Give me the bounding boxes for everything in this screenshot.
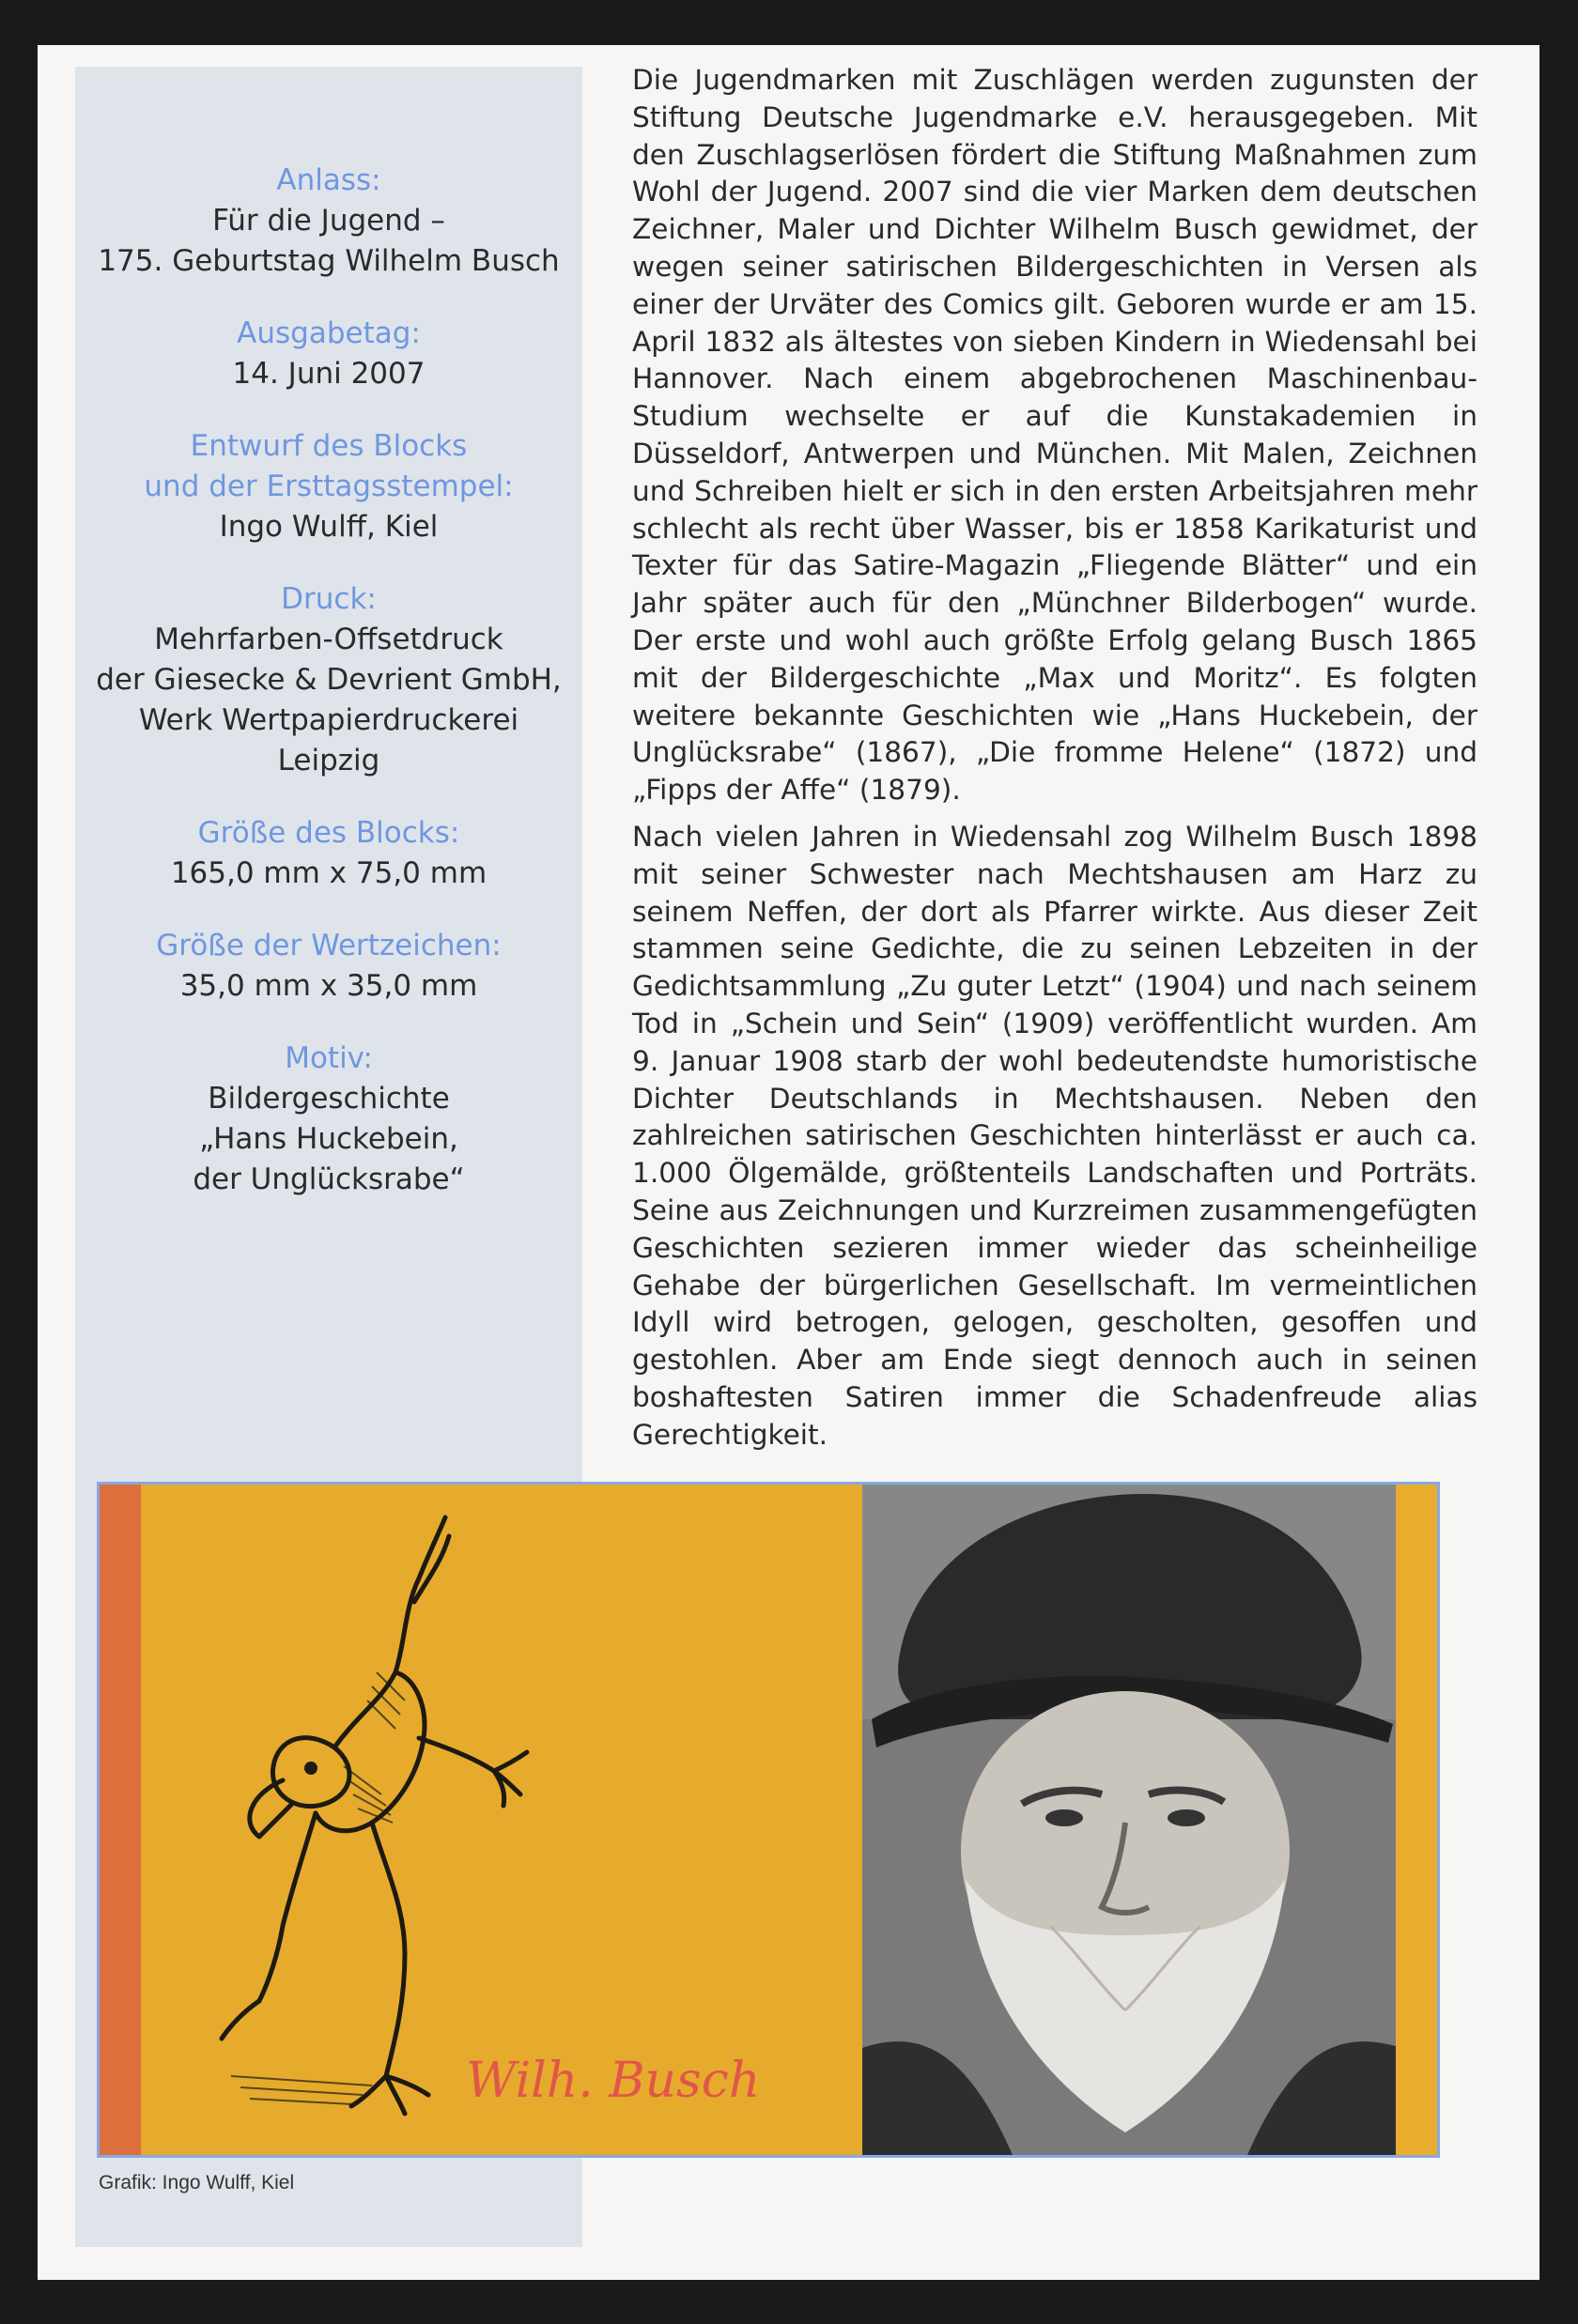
info-value: 35,0 mm x 35,0 mm (179, 969, 478, 1003)
info-value: 165,0 mm x 75,0 mm (170, 856, 487, 890)
color-strip (1396, 1485, 1437, 2155)
info-value: 14. Juni 2007 (232, 357, 425, 391)
info-design (75, 426, 582, 547)
info-stamp-size (75, 926, 582, 1007)
info-label: Größe der Wertzeichen: (156, 929, 502, 962)
color-strip (100, 1485, 141, 2155)
info-label: Druck: (281, 582, 377, 616)
info-label: Größe des Blocks: (197, 816, 460, 850)
portrait-svg (862, 1485, 1401, 2155)
info-label: Entwurf des Blocks und der Ersttagsstempel: (144, 429, 514, 503)
stamp-sheet (97, 1482, 1440, 2158)
signature-text: Wilh. Busch (466, 2053, 761, 2109)
paragraph: Nach vielen Jahren in Wiedensahl zog Wilhelm Busch 1898 mit seiner Schwester nach Mechtshausen am Harz zu seinem Neffen, der dort als Pfarrer wirkte. Aus dieser Zeit stammen seine Gedichte, die zu seinen Lebzeiten in der Gedichtsammlung „Zu guter Letzt“ (1904) und nach seinem Tod in „Schein und Sein“ (1909) veröffentlicht wurden. Am 9. Januar 1908 starb der wohl bedeutendste humoristische Dichter Deutschlands in Mechtshausen. Neben den zahlreichen satirischen Geschichten hinterlässt er auch ca. 1.000 Ölgemälde, größtenteils Landschaften und Porträts. Seine aus Zeichnungen und Kurzreimen zusammengefügten Geschichten sezieren immer wieder das scheinheilige Gehabe der bürgerlichen Gesellschaft. Im vermeintlichen Idyll wird betrogen, gelogen, gescholten, gesoffen und gestohlen. Aber am Ende siegt dennoch auch in seinen boshaftesten Satiren immer die Schadenfreude alias Gerechtigkeit. (632, 820, 1477, 1451)
info-label: Ausgabetag: (237, 316, 421, 350)
info-issue-date (75, 314, 582, 394)
portrait-photo-icon (862, 1485, 1401, 2155)
graphic-credit: Grafik: Ingo Wulff, Kiel (99, 2172, 295, 2193)
info-value: Bildergeschichte „Hans Huckebein, der Unglücksrabe“ (193, 1082, 465, 1196)
info-label: Anlass: (276, 163, 381, 197)
info-value: Ingo Wulff, Kiel (219, 510, 439, 544)
info-block-size (75, 813, 582, 894)
info-value: Für die Jugend – 175. Geburtstag Wilhelm Busch (98, 204, 560, 278)
document-page (38, 45, 1539, 2280)
body-text (632, 62, 1477, 1463)
info-motif (75, 1039, 582, 1200)
info-print (75, 579, 582, 781)
info-list (75, 161, 582, 1232)
signature-icon (456, 2039, 832, 2123)
info-value: Mehrfarben-Offsetdruck der Giesecke & Devrient GmbH, Werk Wertpapierdruckerei Leipzig (96, 623, 562, 777)
info-label: Motiv: (285, 1041, 373, 1075)
info-occasion (75, 161, 582, 282)
paragraph: Die Jugendmarken mit Zuschlägen werden zugunsten der Stiftung Deutsche Jugendmarke e.V. herausgegeben. Mit den Zuschlagserlösen fördert die Stiftung Maßnahmen zum Wohl der Jugend. 2007 sind die vier Marken dem deutschen Zeichner, Maler und Dichter Wilhelm Busch gewidmet, der wegen seiner satirischen Bildergeschichten in Versen als einer der Urväter des Comics gilt. Geboren wurde er am 15. April 1832 als ältestes von sieben Kindern in Wiedensahl bei Hannover. Nach einem abgebrochenen Maschinenbau-Studium wechselte er auf die Kunstakademien in Düsseldorf, Antwerpen und München. Mit Malen, Zeichnen und Schreiben hielt er sich in den ersten Arbeitsjahren mehr schlecht als recht über Wasser, bis er 1858 Karikaturist und Texter für das Satire-Magazin „Fliegende Blätter“ und ein Jahr später auch für den „Münchner Bilderbogen“ wurde. Der erste und wohl auch größte Erfolg gelang Busch 1865 mit der Bildergeschichte „Max und Moritz“. Es folgten weitere bekannte Geschichten wie „Hans Huckebein, der Unglücksrabe“ (1867), „Die fromme Helene“ (1872) und „Fipps der Affe“ (1879). (632, 64, 1477, 807)
